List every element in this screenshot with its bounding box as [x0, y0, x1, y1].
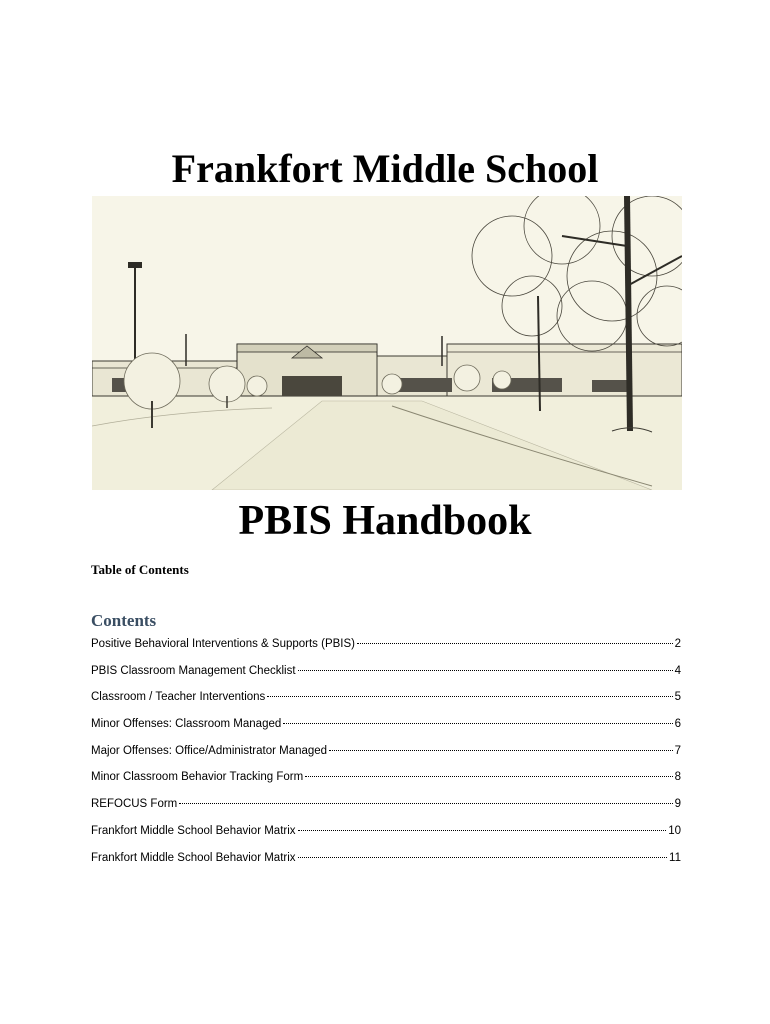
toc-entry-page: 6	[674, 718, 681, 731]
toc-leader	[329, 750, 673, 751]
toc-entry-page: 4	[674, 664, 681, 677]
toc-leader	[283, 723, 672, 724]
toc-entry-page: 11	[669, 851, 681, 864]
toc-entry-title: Classroom / Teacher Interventions	[91, 691, 266, 704]
toc-entry-title: Frankfort Middle School Behavior Matrix	[91, 824, 296, 837]
toc-entry-title: PBIS Classroom Management Checklist	[91, 664, 296, 677]
toc-entry[interactable]	[91, 793, 681, 820]
toc-leader	[357, 643, 673, 644]
school-title: Frankfort Middle School	[171, 146, 599, 191]
toc-entry-title: Frankfort Middle School Behavior Matrix	[91, 851, 296, 864]
toc-leader	[267, 696, 672, 697]
toc-entry-page: 10	[668, 824, 681, 837]
toc-entry-title: Minor Offenses: Classroom Managed	[91, 718, 282, 731]
toc-entry[interactable]	[91, 766, 681, 793]
toc-leader	[298, 857, 668, 858]
toc-entry-page: 7	[674, 744, 681, 757]
toc-entry-title: Positive Behavioral Interventions & Supports (PBIS)	[91, 638, 355, 650]
toc-entry-page: 9	[674, 798, 681, 811]
toc-entry-page: 8	[674, 771, 681, 784]
toc-label: Table of Contents	[91, 562, 189, 577]
school-building-sketch	[92, 196, 682, 490]
toc-entry-title: Major Offenses: Office/Administrator Managed	[91, 744, 328, 757]
toc-entry[interactable]	[91, 740, 681, 767]
toc-leader	[298, 670, 673, 671]
toc-entry[interactable]	[91, 660, 681, 687]
table-of-contents	[91, 633, 681, 873]
toc-entry-title: REFOCUS Form	[91, 798, 178, 811]
toc-leader	[298, 830, 667, 831]
toc-entry[interactable]	[91, 820, 681, 847]
toc-entry-page: 2	[674, 638, 681, 650]
toc-leader	[305, 776, 672, 777]
contents-heading: Contents	[91, 611, 157, 630]
toc-entry-page: 5	[674, 691, 681, 704]
toc-entry[interactable]	[91, 847, 681, 874]
handbook-title: PBIS Handbook	[238, 498, 532, 544]
school-sketch-illustration	[92, 196, 682, 490]
toc-leader	[179, 803, 672, 804]
toc-entry[interactable]	[91, 713, 681, 740]
toc-entry-title: Minor Classroom Behavior Tracking Form	[91, 771, 304, 784]
toc-entry[interactable]	[91, 633, 681, 660]
toc-entry[interactable]	[91, 686, 681, 713]
